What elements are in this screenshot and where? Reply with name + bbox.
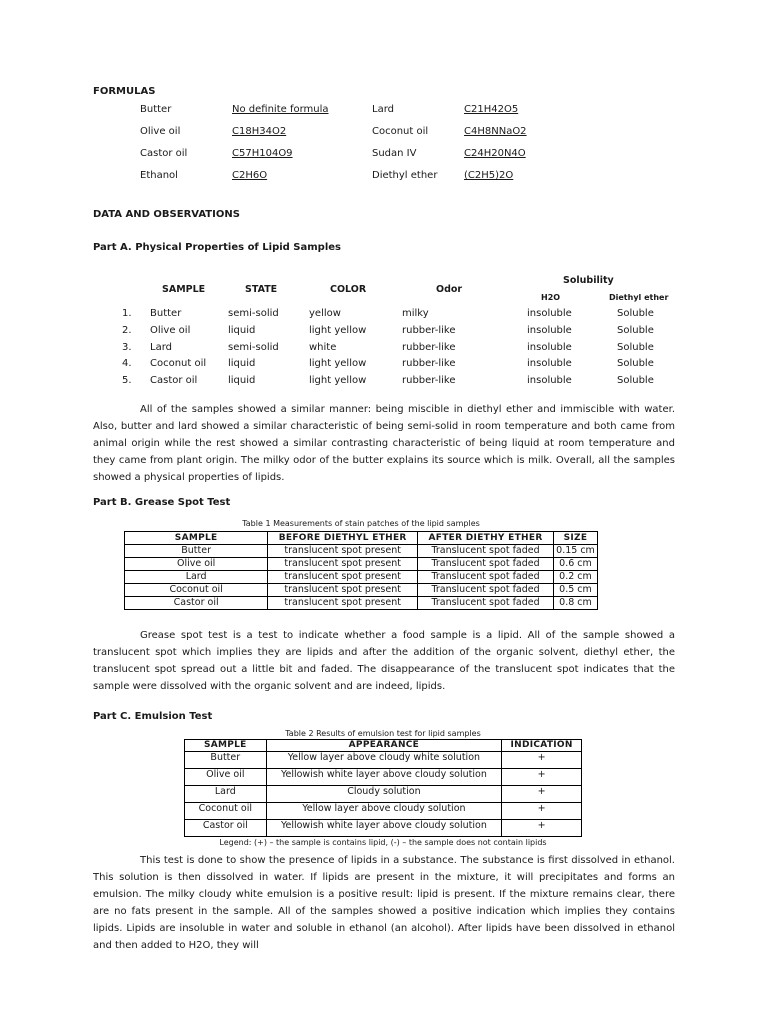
column-header-color: COLOR (330, 284, 367, 295)
cell-state: liquid (228, 325, 256, 336)
cell-color: light yellow (309, 325, 367, 336)
part-b-title: Part B. Grease Spot Test (93, 497, 231, 508)
cell-sample: Butter (185, 752, 267, 769)
cell-ether: Soluble (617, 375, 654, 386)
cell-sample: Castor oil (150, 375, 198, 386)
cell-after: Translucent spot faded (418, 545, 554, 558)
part-c-title: Part C. Emulsion Test (93, 711, 213, 722)
grease-spot-table (124, 531, 598, 610)
formula-name: Coconut oil (372, 126, 429, 137)
table-row (125, 597, 598, 610)
table-row (0, 358, 768, 372)
cell-before: translucent spot present (268, 584, 418, 597)
formula-value: C4H8NNaO2 (464, 126, 527, 137)
column-header: APPEARANCE (266, 740, 502, 752)
formula-name: Butter (140, 104, 172, 115)
formula-row (0, 126, 768, 140)
column-header: SAMPLE (185, 740, 267, 752)
cell-sample: Coconut oil (125, 584, 268, 597)
cell-sample: Olive oil (125, 558, 268, 571)
cell-appearance: Cloudy solution (266, 786, 502, 803)
column-header: SAMPLE (125, 532, 268, 545)
emulsion-test-table (184, 739, 582, 837)
cell-odor: rubber-like (402, 358, 456, 369)
cell-ether: Soluble (617, 308, 654, 319)
formula-row (0, 148, 768, 162)
row-number: 1. (122, 308, 132, 319)
cell-sample: Olive oil (185, 769, 267, 786)
formula-value: C24H20N4O (464, 148, 526, 159)
cell-size: 0.6 cm (553, 558, 597, 571)
column-header-h2o: H2O (541, 293, 561, 302)
cell-sample: Castor oil (125, 597, 268, 610)
cell-before: translucent spot present (268, 545, 418, 558)
cell-sample: Butter (125, 545, 268, 558)
cell-color: light yellow (309, 358, 367, 369)
table-2-caption: Table 2 Results of emulsion test for lipid samples (285, 729, 481, 738)
cell-appearance: Yellowish white layer above cloudy solution (266, 769, 502, 786)
cell-h2o: insoluble (527, 325, 572, 336)
cell-sample: Olive oil (150, 325, 191, 336)
cell-after: Translucent spot faded (418, 584, 554, 597)
table-row (0, 325, 768, 339)
cell-state: liquid (228, 358, 256, 369)
cell-sample: Lard (185, 786, 267, 803)
cell-sample: Butter (150, 308, 182, 319)
column-header: SIZE (553, 532, 597, 545)
cell-ether: Soluble (617, 342, 654, 353)
cell-odor: rubber-like (402, 342, 456, 353)
formula-name: Sudan IV (372, 148, 417, 159)
cell-odor: milky (402, 308, 429, 319)
column-header: INDICATION (502, 740, 582, 752)
table-row (185, 769, 582, 786)
cell-before: translucent spot present (268, 597, 418, 610)
cell-sample: Castor oil (185, 820, 267, 837)
cell-sample: Lard (125, 571, 268, 584)
cell-h2o: insoluble (527, 308, 572, 319)
row-number: 2. (122, 325, 132, 336)
cell-indication: + (502, 786, 582, 803)
cell-state: semi-solid (228, 308, 279, 319)
column-header-odor: Odor (436, 284, 463, 295)
data-observations-heading: DATA AND OBSERVATIONS (93, 209, 240, 220)
formula-value: C18H34O2 (232, 126, 287, 137)
column-header-sample: SAMPLE (162, 284, 206, 295)
column-header: BEFORE DIETHYL ETHER (268, 532, 418, 545)
table-header-row (125, 532, 598, 545)
part-a-paragraph: All of the samples showed a similar manner: being miscible in diethyl ether and immiscible with water. Also, butter and lard showed a similar characteristic of being semi-solid in room temperature and both came from animal origin while the rest showed a similar contrasting characteristic of being liquid at room temperature and they came from plant origin. The milky odor of the butter explains its source which is milk. Overall, all the samples showed a physical properties of lipids. (93, 404, 675, 483)
cell-odor: rubber-like (402, 325, 456, 336)
formulas-heading: FORMULAS (93, 86, 156, 97)
table-row (185, 803, 582, 820)
cell-ether: Soluble (617, 358, 654, 369)
cell-appearance: Yellowish white layer above cloudy solution (266, 820, 502, 837)
cell-ether: Soluble (617, 325, 654, 336)
cell-h2o: insoluble (527, 375, 572, 386)
column-header-state: STATE (245, 284, 278, 295)
cell-odor: rubber-like (402, 375, 456, 386)
table-row (0, 342, 768, 356)
table-row (125, 571, 598, 584)
formula-name: Diethyl ether (372, 170, 438, 181)
table-header-row (185, 740, 582, 752)
formula-name: Ethanol (140, 170, 178, 181)
cell-before: translucent spot present (268, 571, 418, 584)
cell-state: liquid (228, 375, 256, 386)
column-header: AFTER DIETHY ETHER (418, 532, 554, 545)
cell-after: Translucent spot faded (418, 558, 554, 571)
formula-row (0, 170, 768, 184)
part-a-title: Part A. Physical Properties of Lipid Samples (93, 242, 341, 253)
table-row (125, 584, 598, 597)
formula-name: Olive oil (140, 126, 181, 137)
cell-h2o: insoluble (527, 358, 572, 369)
cell-indication: + (502, 820, 582, 837)
table-row (0, 375, 768, 389)
cell-before: translucent spot present (268, 558, 418, 571)
cell-after: Translucent spot faded (418, 571, 554, 584)
table-2-legend: Legend: (+) – the sample is contains lipid, (-) – the sample does not contain lipids (219, 838, 547, 847)
cell-color: white (309, 342, 337, 353)
table-row (185, 752, 582, 769)
cell-after: Translucent spot faded (418, 597, 554, 610)
table-row (125, 545, 598, 558)
formula-value: C57H104O9 (232, 148, 293, 159)
row-number: 3. (122, 342, 132, 353)
cell-state: semi-solid (228, 342, 279, 353)
cell-size: 0.8 cm (553, 597, 597, 610)
part-b-paragraph: Grease spot test is a test to indicate whether a food sample is a lipid. All of the sample showed a translucent spot which implies they are lipids and after the addition of the organic solvent, diethyl ether, the translucent spot spread out a little bit and faded. The disappearance of the translucent spot indicates that the sample were dissolved with the organic solvent and are indeed, lipids. (93, 630, 675, 692)
table-row (185, 786, 582, 803)
formula-value: (C2H5)2O (464, 170, 514, 181)
cell-size: 0.15 cm (553, 545, 597, 558)
table-row (125, 558, 598, 571)
cell-color: yellow (309, 308, 341, 319)
cell-h2o: insoluble (527, 342, 572, 353)
formula-name: Castor oil (140, 148, 188, 159)
cell-color: light yellow (309, 375, 367, 386)
formula-value: No definite formula (232, 104, 329, 115)
row-number: 4. (122, 358, 132, 369)
column-header-ether: Diethyl ether (609, 293, 669, 302)
table-row (0, 308, 768, 322)
cell-size: 0.5 cm (553, 584, 597, 597)
formula-value: C2H6O (232, 170, 268, 181)
cell-indication: + (502, 769, 582, 786)
formula-name: Lard (372, 104, 394, 115)
cell-sample: Lard (150, 342, 172, 353)
cell-size: 0.2 cm (553, 571, 597, 584)
table-row (185, 820, 582, 837)
column-header-solubility: Solubility (563, 275, 614, 286)
cell-sample: Coconut oil (185, 803, 267, 820)
cell-appearance: Yellow layer above cloudy solution (266, 803, 502, 820)
cell-indication: + (502, 752, 582, 769)
cell-sample: Coconut oil (150, 358, 207, 369)
row-number: 5. (122, 375, 132, 386)
cell-indication: + (502, 803, 582, 820)
formula-row (0, 104, 768, 118)
table-1-caption: Table 1 Measurements of stain patches of the lipid samples (242, 519, 480, 528)
cell-appearance: Yellow layer above cloudy white solution (266, 752, 502, 769)
formula-value: C21H42O5 (464, 104, 519, 115)
part-c-paragraph: This test is done to show the presence of lipids in a substance. The substance is first dissolved in ethanol. This solution is then dissolved in water. If lipids are present in the mixture, it will precipitates and forms an emulsion. The milky cloudy white emulsion is a positive result: lipid is present. If the mixture remains clear, there are no fats present in the sample. All of the samples showed a positive indication which implies they contains lipids. Lipids are insoluble in water and soluble in ethanol (an alcohol). After lipids have been dissolved in ethanol and then added to H2O, they will (93, 855, 675, 951)
